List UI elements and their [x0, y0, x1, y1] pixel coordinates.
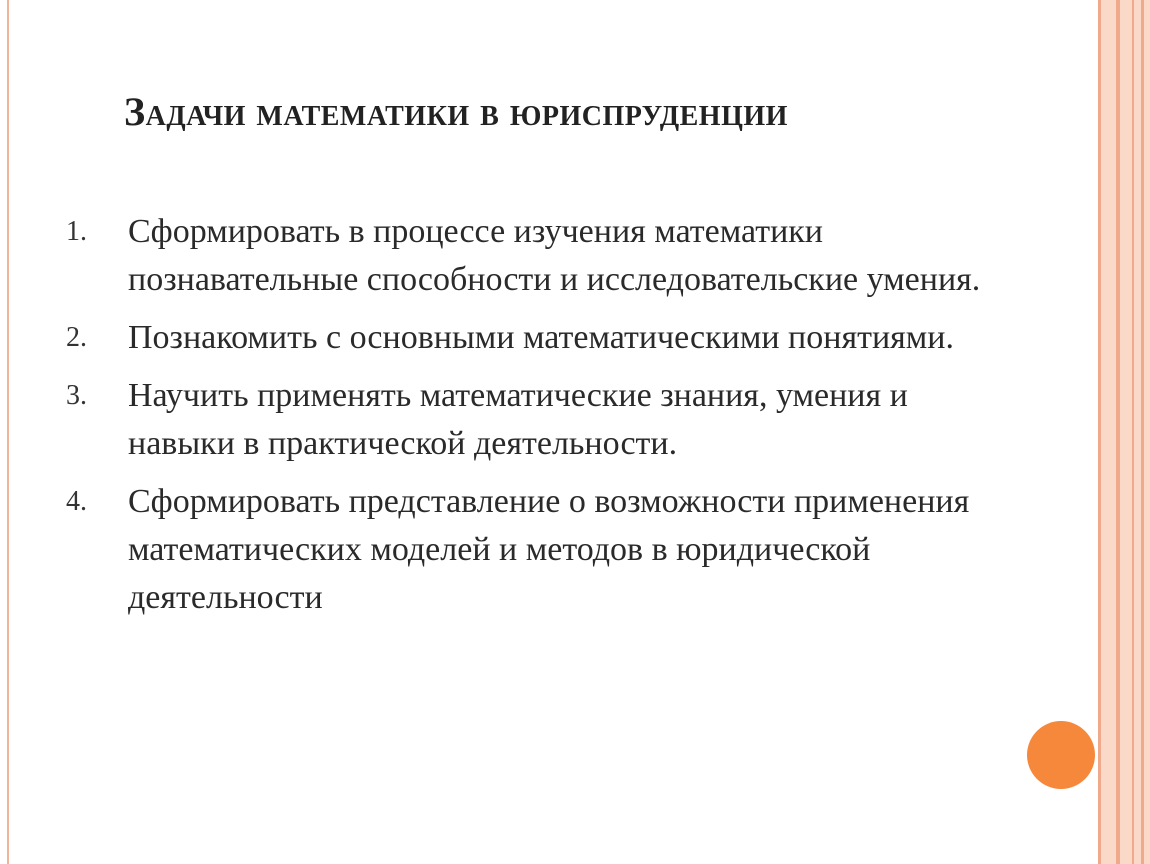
left-border-line: [7, 0, 9, 864]
item-text: Сформировать представление о возможности применения математических моделей и методов в юридической деятельности: [128, 483, 970, 616]
stripe: [1098, 0, 1101, 864]
stripe: [1132, 0, 1134, 864]
orange-circle-decoration: [1027, 721, 1095, 789]
task-list: [66, 208, 1016, 632]
item-number: 3.: [66, 380, 87, 411]
item-number: 2.: [66, 322, 87, 353]
stripe: [1141, 0, 1144, 864]
item-text: Сформировать в процессе изучения математики познавательные способности и исследовательские умения.: [128, 213, 981, 298]
item-text: Научить применять математические знания, умения и навыки в практической деятельности.: [128, 377, 908, 462]
list-item: [66, 314, 1016, 362]
stripe: [1116, 0, 1120, 864]
item-text: Познакомить с основными математическими понятиями.: [128, 319, 954, 356]
item-number: 4.: [66, 486, 87, 517]
list-item: [66, 478, 1016, 622]
list-item: [66, 208, 1016, 304]
list-item: [66, 372, 1016, 468]
slide-title: Задачи математики в юриспруденции: [124, 89, 788, 134]
item-number: 1.: [66, 216, 87, 247]
